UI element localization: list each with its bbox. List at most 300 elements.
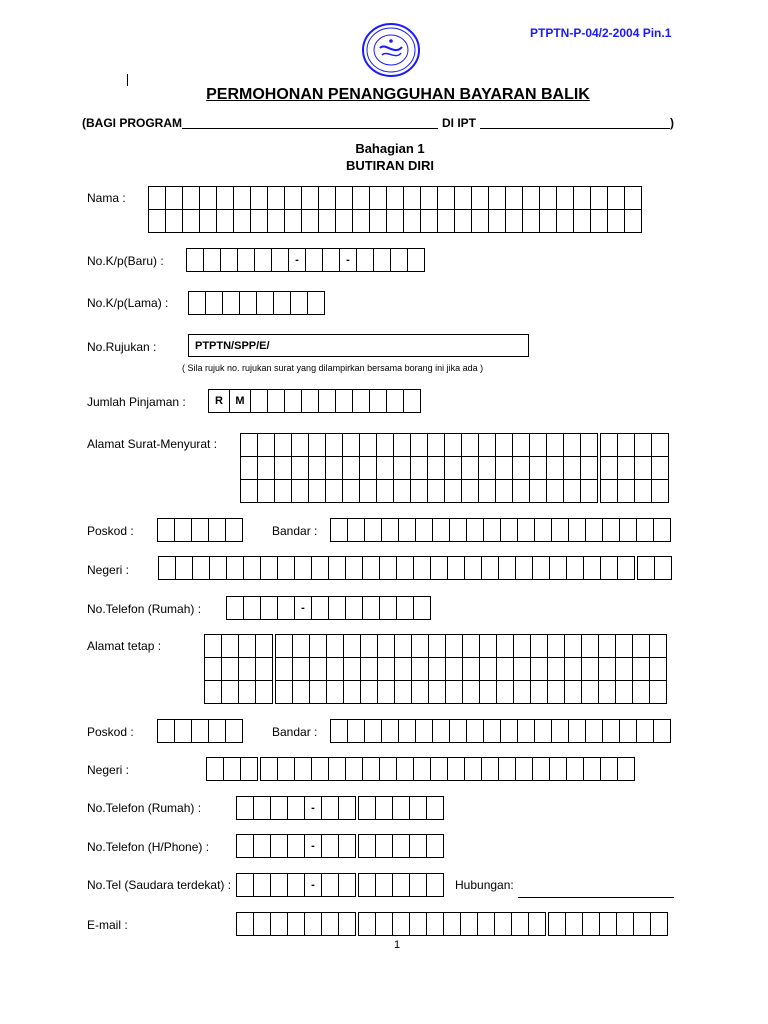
alamat-tetap-row-3-cell[interactable] bbox=[462, 680, 480, 704]
tel-hp-cells-cell[interactable] bbox=[392, 834, 410, 858]
nama-row-1-cell[interactable] bbox=[420, 186, 438, 210]
alamat-tetap-row-1-cell[interactable] bbox=[649, 634, 667, 658]
bandar-cells-1-cell[interactable] bbox=[415, 518, 433, 542]
alamat-tetap-row-2-cell[interactable] bbox=[547, 657, 565, 681]
alamat-tetap-row-1-cell[interactable] bbox=[394, 634, 412, 658]
alamat-tetap-row-2-cell[interactable] bbox=[496, 657, 514, 681]
tel-hp-cells-cell[interactable] bbox=[287, 834, 305, 858]
poskod-cells-2-cell[interactable] bbox=[208, 719, 226, 743]
alamat-surat-row-3-cell[interactable] bbox=[546, 479, 564, 503]
nama-row-2-cell[interactable] bbox=[267, 209, 285, 233]
bandar-cells-1-cell[interactable] bbox=[364, 518, 382, 542]
bandar-cells-1-cell[interactable] bbox=[330, 518, 348, 542]
alamat-tetap-row-1-cell[interactable] bbox=[632, 634, 650, 658]
alamat-surat-row-1[interactable] bbox=[240, 433, 668, 457]
ic-lama-cells-cell[interactable] bbox=[188, 291, 206, 315]
alamat-surat-row-2-cell[interactable] bbox=[478, 456, 496, 480]
tel-saudara-cells-cell[interactable] bbox=[358, 873, 376, 897]
alamat-surat-row-2-cell[interactable] bbox=[461, 456, 479, 480]
tel-saudara-cells-cell[interactable] bbox=[409, 873, 427, 897]
bandar-cells-1-cell[interactable] bbox=[449, 518, 467, 542]
negeri-cells-2-cell[interactable] bbox=[206, 757, 224, 781]
poskod-cells-1-cell[interactable] bbox=[174, 518, 192, 542]
alamat-tetap-row-3[interactable] bbox=[204, 680, 666, 704]
nama-row-1-cell[interactable] bbox=[352, 186, 370, 210]
alamat-surat-row-3[interactable] bbox=[240, 479, 668, 503]
alamat-tetap-row-3-cell[interactable] bbox=[496, 680, 514, 704]
tel-saudara-cells-cell[interactable] bbox=[426, 873, 444, 897]
ic-baru-cells[interactable] bbox=[186, 248, 424, 272]
tel-hp-cells-cell[interactable] bbox=[321, 834, 339, 858]
alamat-tetap-row-1-cell[interactable] bbox=[479, 634, 497, 658]
alamat-tetap-row-1-cell[interactable] bbox=[221, 634, 239, 658]
nama-row-1-cell[interactable] bbox=[335, 186, 353, 210]
bandar-cells-1-cell[interactable] bbox=[636, 518, 654, 542]
email-cells-cell[interactable] bbox=[321, 912, 339, 936]
nama-row-1-cell[interactable] bbox=[522, 186, 540, 210]
alamat-tetap-row-1-cell[interactable] bbox=[360, 634, 378, 658]
alamat-tetap-row-3-cell[interactable] bbox=[632, 680, 650, 704]
email-cells-cell[interactable] bbox=[358, 912, 376, 936]
ic-baru-cells-cell[interactable] bbox=[237, 248, 255, 272]
negeri-cells-1-cell[interactable] bbox=[277, 556, 295, 580]
tel-rumah-cells-2-cell[interactable] bbox=[426, 796, 444, 820]
alamat-tetap-row-1-cell[interactable] bbox=[292, 634, 310, 658]
ic-baru-cells-cell[interactable]: - bbox=[339, 248, 357, 272]
poskod-cells-2-cell[interactable] bbox=[157, 719, 175, 743]
alamat-tetap-row-3-cell[interactable] bbox=[479, 680, 497, 704]
negeri-cells-2[interactable] bbox=[206, 757, 634, 781]
poskod-cells-2-cell[interactable] bbox=[225, 719, 243, 743]
ic-lama-cells-cell[interactable] bbox=[307, 291, 325, 315]
alamat-tetap-row-2-cell[interactable] bbox=[326, 657, 344, 681]
alamat-tetap-row-2-cell[interactable] bbox=[462, 657, 480, 681]
nama-row-2-cell[interactable] bbox=[199, 209, 217, 233]
alamat-surat-row-1-cell[interactable] bbox=[600, 433, 618, 457]
negeri-cells-2-cell[interactable] bbox=[600, 757, 618, 781]
negeri-cells-2-cell[interactable] bbox=[311, 757, 329, 781]
nama-row-1-cell[interactable] bbox=[165, 186, 183, 210]
email-cells-cell[interactable] bbox=[443, 912, 461, 936]
alamat-surat-row-1-cell[interactable] bbox=[291, 433, 309, 457]
tel-saudara-cells[interactable] bbox=[236, 873, 443, 897]
alamat-surat-row-3-cell[interactable] bbox=[529, 479, 547, 503]
nama-row-2-cell[interactable] bbox=[352, 209, 370, 233]
jumlah-cells-cell[interactable] bbox=[369, 389, 387, 413]
bandar-cells-2-cell[interactable] bbox=[653, 719, 671, 743]
negeri-cells-2-cell[interactable] bbox=[240, 757, 258, 781]
alamat-surat-row-2-cell[interactable] bbox=[580, 456, 598, 480]
alamat-tetap-row-3-cell[interactable] bbox=[513, 680, 531, 704]
alamat-tetap-row-3-cell[interactable] bbox=[411, 680, 429, 704]
nama-row-2-cell[interactable] bbox=[505, 209, 523, 233]
nama-row-1-cell[interactable] bbox=[539, 186, 557, 210]
email-cells-cell[interactable] bbox=[616, 912, 634, 936]
negeri-cells-2-cell[interactable] bbox=[362, 757, 380, 781]
nama-row-2-cell[interactable] bbox=[471, 209, 489, 233]
ic-baru-cells-cell[interactable] bbox=[322, 248, 340, 272]
alamat-tetap-row-2-cell[interactable] bbox=[649, 657, 667, 681]
poskod-cells-1-cell[interactable] bbox=[157, 518, 175, 542]
ic-baru-cells-cell[interactable] bbox=[373, 248, 391, 272]
tel-rumah-cells-1-cell[interactable] bbox=[413, 596, 431, 620]
ic-lama-cells-cell[interactable] bbox=[205, 291, 223, 315]
alamat-surat-row-2-cell[interactable] bbox=[240, 456, 258, 480]
negeri-cells-2-cell[interactable] bbox=[549, 757, 567, 781]
alamat-surat-row-3-cell[interactable] bbox=[478, 479, 496, 503]
tel-rumah-cells-2-cell[interactable] bbox=[287, 796, 305, 820]
poskod-cells-2-cell[interactable] bbox=[174, 719, 192, 743]
alamat-tetap-row-3-cell[interactable] bbox=[564, 680, 582, 704]
alamat-surat-row-3-cell[interactable] bbox=[495, 479, 513, 503]
alamat-surat-row-1-cell[interactable] bbox=[393, 433, 411, 457]
alamat-surat-row-2-cell[interactable] bbox=[651, 456, 669, 480]
alamat-surat-row-2-cell[interactable] bbox=[359, 456, 377, 480]
alamat-surat-row-2-cell[interactable] bbox=[546, 456, 564, 480]
email-cells-cell[interactable] bbox=[548, 912, 566, 936]
alamat-tetap-row-3-cell[interactable] bbox=[581, 680, 599, 704]
alamat-tetap-row-3-cell[interactable] bbox=[649, 680, 667, 704]
negeri-cells-1-cell[interactable] bbox=[430, 556, 448, 580]
negeri-cells-1-cell[interactable] bbox=[175, 556, 193, 580]
nama-row-2-cell[interactable] bbox=[165, 209, 183, 233]
alamat-tetap-row-1-cell[interactable] bbox=[238, 634, 256, 658]
nama-row-2-cell[interactable] bbox=[284, 209, 302, 233]
negeri-cells-1-cell[interactable] bbox=[447, 556, 465, 580]
bandar-cells-2-cell[interactable] bbox=[483, 719, 501, 743]
negeri-cells-2-cell[interactable] bbox=[498, 757, 516, 781]
alamat-surat-row-3-cell[interactable] bbox=[444, 479, 462, 503]
nama-row-2-cell[interactable] bbox=[216, 209, 234, 233]
alamat-tetap-row-2-cell[interactable] bbox=[292, 657, 310, 681]
negeri-cells-2-cell[interactable] bbox=[379, 757, 397, 781]
poskod-cells-2[interactable] bbox=[157, 719, 242, 743]
email-cells-cell[interactable] bbox=[582, 912, 600, 936]
email-cells[interactable] bbox=[236, 912, 667, 936]
alamat-tetap-row-3-cell[interactable] bbox=[360, 680, 378, 704]
alamat-tetap-row-2-cell[interactable] bbox=[615, 657, 633, 681]
ic-lama-cells-cell[interactable] bbox=[256, 291, 274, 315]
negeri-cells-2-cell[interactable] bbox=[515, 757, 533, 781]
alamat-tetap-row-3-cell[interactable] bbox=[238, 680, 256, 704]
bandar-cells-2-cell[interactable] bbox=[602, 719, 620, 743]
tel-rumah-cells-2-cell[interactable] bbox=[253, 796, 271, 820]
email-cells-cell[interactable] bbox=[460, 912, 478, 936]
ic-baru-cells-cell[interactable] bbox=[390, 248, 408, 272]
alamat-tetap-row-1-cell[interactable] bbox=[598, 634, 616, 658]
bandar-cells-2-cell[interactable] bbox=[432, 719, 450, 743]
bandar-cells-1-cell[interactable] bbox=[500, 518, 518, 542]
alamat-surat-row-2-cell[interactable] bbox=[529, 456, 547, 480]
jumlah-cells-cell[interactable] bbox=[267, 389, 285, 413]
nama-row-2-cell[interactable] bbox=[488, 209, 506, 233]
alamat-surat-row-2-cell[interactable] bbox=[634, 456, 652, 480]
tel-saudara-cells-cell[interactable] bbox=[321, 873, 339, 897]
alamat-tetap-row-2-cell[interactable] bbox=[238, 657, 256, 681]
alamat-tetap-row-1-cell[interactable] bbox=[275, 634, 293, 658]
alamat-tetap-row-2-cell[interactable] bbox=[255, 657, 273, 681]
ic-baru-cells-cell[interactable] bbox=[407, 248, 425, 272]
alamat-tetap-row-1-cell[interactable] bbox=[377, 634, 395, 658]
alamat-tetap-row-3-cell[interactable] bbox=[394, 680, 412, 704]
negeri-cells-1-cell[interactable] bbox=[413, 556, 431, 580]
nama-row-2-cell[interactable] bbox=[403, 209, 421, 233]
poskod-cells-1[interactable] bbox=[157, 518, 242, 542]
alamat-tetap-row-3-cell[interactable] bbox=[377, 680, 395, 704]
alamat-surat-row-2-cell[interactable] bbox=[393, 456, 411, 480]
alamat-tetap-row-1-cell[interactable] bbox=[513, 634, 531, 658]
nama-row-1-cell[interactable] bbox=[318, 186, 336, 210]
tel-rumah-cells-2-cell[interactable] bbox=[321, 796, 339, 820]
alamat-tetap-row-1-cell[interactable] bbox=[462, 634, 480, 658]
alamat-tetap-row-3-cell[interactable] bbox=[428, 680, 446, 704]
negeri-cells-1-cell[interactable] bbox=[345, 556, 363, 580]
alamat-tetap-row-1-cell[interactable] bbox=[445, 634, 463, 658]
bandar-cells-1-cell[interactable] bbox=[381, 518, 399, 542]
email-cells-cell[interactable] bbox=[494, 912, 512, 936]
tel-hp-cells-cell[interactable] bbox=[236, 834, 254, 858]
bandar-cells-1-cell[interactable] bbox=[398, 518, 416, 542]
email-cells-cell[interactable] bbox=[304, 912, 322, 936]
negeri-cells-1-cell[interactable] bbox=[600, 556, 618, 580]
email-cells-cell[interactable] bbox=[599, 912, 617, 936]
bandar-cells-2-cell[interactable] bbox=[551, 719, 569, 743]
ic-baru-cells-cell[interactable] bbox=[254, 248, 272, 272]
nama-row-1-cell[interactable] bbox=[267, 186, 285, 210]
alamat-tetap-row-2-cell[interactable] bbox=[394, 657, 412, 681]
alamat-surat-row-1-cell[interactable] bbox=[651, 433, 669, 457]
alamat-tetap-row-1-cell[interactable] bbox=[343, 634, 361, 658]
alamat-surat-row-1-cell[interactable] bbox=[257, 433, 275, 457]
negeri-cells-1-cell[interactable] bbox=[209, 556, 227, 580]
bandar-cells-1-cell[interactable] bbox=[619, 518, 637, 542]
poskod-cells-2-cell[interactable] bbox=[191, 719, 209, 743]
nama-row-1-cell[interactable] bbox=[284, 186, 302, 210]
alamat-surat-row-1-cell[interactable] bbox=[495, 433, 513, 457]
ic-baru-cells-cell[interactable] bbox=[203, 248, 221, 272]
alamat-surat-row-3-cell[interactable] bbox=[580, 479, 598, 503]
bandar-cells-2-cell[interactable] bbox=[500, 719, 518, 743]
alamat-surat-row-3-cell[interactable] bbox=[291, 479, 309, 503]
email-cells-cell[interactable] bbox=[511, 912, 529, 936]
alamat-surat-row-2[interactable] bbox=[240, 456, 668, 480]
alamat-tetap-row-2-cell[interactable] bbox=[479, 657, 497, 681]
bandar-cells-2-cell[interactable] bbox=[364, 719, 382, 743]
nama-row-2-cell[interactable] bbox=[148, 209, 166, 233]
nama-row-1-cell[interactable] bbox=[624, 186, 642, 210]
tel-hp-cells-cell[interactable] bbox=[338, 834, 356, 858]
alamat-tetap-row-1-cell[interactable] bbox=[496, 634, 514, 658]
email-cells-cell[interactable] bbox=[426, 912, 444, 936]
bandar-cells-2-cell[interactable] bbox=[568, 719, 586, 743]
ic-baru-cells-cell[interactable] bbox=[356, 248, 374, 272]
bandar-cells-2-cell[interactable] bbox=[381, 719, 399, 743]
alamat-surat-row-1-cell[interactable] bbox=[563, 433, 581, 457]
negeri-cells-1-cell[interactable] bbox=[226, 556, 244, 580]
tel-rumah-cells-2-cell[interactable] bbox=[358, 796, 376, 820]
poskod-cells-1-cell[interactable] bbox=[225, 518, 243, 542]
jumlah-cells-cell[interactable] bbox=[301, 389, 319, 413]
alamat-surat-row-1-cell[interactable] bbox=[342, 433, 360, 457]
bandar-cells-2-cell[interactable] bbox=[585, 719, 603, 743]
bandar-cells-2-cell[interactable] bbox=[636, 719, 654, 743]
nama-row-2-cell[interactable] bbox=[573, 209, 591, 233]
negeri-cells-1-cell[interactable] bbox=[637, 556, 655, 580]
tel-rumah-cells-1-cell[interactable] bbox=[362, 596, 380, 620]
alamat-surat-row-2-cell[interactable] bbox=[444, 456, 462, 480]
alamat-tetap-row-2[interactable] bbox=[204, 657, 666, 681]
alamat-surat-row-3-cell[interactable] bbox=[376, 479, 394, 503]
alamat-surat-row-1-cell[interactable] bbox=[376, 433, 394, 457]
negeri-cells-1-cell[interactable] bbox=[328, 556, 346, 580]
alamat-tetap-row-3-cell[interactable] bbox=[292, 680, 310, 704]
negeri-cells-2-cell[interactable] bbox=[328, 757, 346, 781]
alamat-surat-row-2-cell[interactable] bbox=[274, 456, 292, 480]
ic-lama-cells-cell[interactable] bbox=[222, 291, 240, 315]
alamat-tetap-row-2-cell[interactable] bbox=[309, 657, 327, 681]
alamat-surat-row-2-cell[interactable] bbox=[512, 456, 530, 480]
nama-row-1-cell[interactable] bbox=[505, 186, 523, 210]
tel-rumah-cells-1-cell[interactable]: - bbox=[294, 596, 312, 620]
nama-row-2-cell[interactable] bbox=[454, 209, 472, 233]
alamat-tetap-row-2-cell[interactable] bbox=[581, 657, 599, 681]
alamat-tetap-row-3-cell[interactable] bbox=[530, 680, 548, 704]
alamat-surat-row-3-cell[interactable] bbox=[325, 479, 343, 503]
negeri-cells-2-cell[interactable] bbox=[260, 757, 278, 781]
alamat-tetap-row-1-cell[interactable] bbox=[309, 634, 327, 658]
negeri-cells-2-cell[interactable] bbox=[396, 757, 414, 781]
bandar-cells-1-cell[interactable] bbox=[517, 518, 535, 542]
jumlah-cells-cell[interactable] bbox=[284, 389, 302, 413]
poskod-cells-1-cell[interactable] bbox=[208, 518, 226, 542]
alamat-tetap-row-1-cell[interactable] bbox=[428, 634, 446, 658]
alamat-surat-row-2-cell[interactable] bbox=[563, 456, 581, 480]
alamat-tetap-row-2-cell[interactable] bbox=[377, 657, 395, 681]
hubungan-line[interactable] bbox=[518, 883, 674, 898]
alamat-surat-row-3-cell[interactable] bbox=[651, 479, 669, 503]
negeri-cells-1-cell[interactable] bbox=[481, 556, 499, 580]
alamat-surat-row-1-cell[interactable] bbox=[308, 433, 326, 457]
email-cells-cell[interactable] bbox=[650, 912, 668, 936]
tel-saudara-cells-cell[interactable] bbox=[270, 873, 288, 897]
alamat-surat-row-2-cell[interactable] bbox=[427, 456, 445, 480]
tel-rumah-cells-1-cell[interactable] bbox=[260, 596, 278, 620]
alamat-tetap-row-2-cell[interactable] bbox=[445, 657, 463, 681]
alamat-tetap-row-3-cell[interactable] bbox=[547, 680, 565, 704]
alamat-surat-row-1-cell[interactable] bbox=[359, 433, 377, 457]
alamat-surat-row-1-cell[interactable] bbox=[617, 433, 635, 457]
bandar-cells-1-cell[interactable] bbox=[653, 518, 671, 542]
negeri-cells-2-cell[interactable] bbox=[294, 757, 312, 781]
negeri-cells-2-cell[interactable] bbox=[223, 757, 241, 781]
negeri-cells-1-cell[interactable] bbox=[654, 556, 672, 580]
bandar-cells-2-cell[interactable] bbox=[398, 719, 416, 743]
nama-row-2-cell[interactable] bbox=[437, 209, 455, 233]
negeri-cells-1-cell[interactable] bbox=[192, 556, 210, 580]
alamat-tetap-row-3-cell[interactable] bbox=[221, 680, 239, 704]
negeri-cells-2-cell[interactable] bbox=[566, 757, 584, 781]
tel-rumah-cells-2-cell[interactable] bbox=[236, 796, 254, 820]
alamat-tetap-row-3-cell[interactable] bbox=[204, 680, 222, 704]
jumlah-cells-cell[interactable] bbox=[352, 389, 370, 413]
alamat-surat-row-2-cell[interactable] bbox=[291, 456, 309, 480]
alamat-surat-row-3-cell[interactable] bbox=[240, 479, 258, 503]
rujukan-input[interactable] bbox=[188, 334, 529, 357]
alamat-surat-row-1-cell[interactable] bbox=[427, 433, 445, 457]
alamat-surat-row-2-cell[interactable] bbox=[325, 456, 343, 480]
jumlah-cells-cell[interactable]: M bbox=[229, 389, 251, 413]
tel-rumah-cells-1-cell[interactable] bbox=[328, 596, 346, 620]
bandar-cells-2-cell[interactable] bbox=[466, 719, 484, 743]
negeri-cells-1-cell[interactable] bbox=[379, 556, 397, 580]
alamat-tetap-row-3-cell[interactable] bbox=[255, 680, 273, 704]
tel-hp-cells-cell[interactable] bbox=[375, 834, 393, 858]
alamat-tetap-row-3-cell[interactable] bbox=[445, 680, 463, 704]
tel-rumah-cells-2-cell[interactable] bbox=[392, 796, 410, 820]
bandar-cells-1-cell[interactable] bbox=[551, 518, 569, 542]
alamat-tetap-row-2-cell[interactable] bbox=[598, 657, 616, 681]
email-cells-cell[interactable] bbox=[236, 912, 254, 936]
email-cells-cell[interactable] bbox=[338, 912, 356, 936]
negeri-cells-1-cell[interactable] bbox=[158, 556, 176, 580]
alamat-surat-row-3-cell[interactable] bbox=[359, 479, 377, 503]
alamat-surat-row-3-cell[interactable] bbox=[617, 479, 635, 503]
nama-row-1-cell[interactable] bbox=[471, 186, 489, 210]
alamat-tetap-row-3-cell[interactable] bbox=[326, 680, 344, 704]
negeri-cells-1-cell[interactable] bbox=[243, 556, 261, 580]
tel-saudara-cells-cell[interactable] bbox=[375, 873, 393, 897]
alamat-surat-row-3-cell[interactable] bbox=[342, 479, 360, 503]
nama-row-2[interactable] bbox=[148, 209, 641, 233]
alamat-surat-row-3-cell[interactable] bbox=[393, 479, 411, 503]
nama-row-1-cell[interactable] bbox=[454, 186, 472, 210]
email-cells-cell[interactable] bbox=[253, 912, 271, 936]
nama-row-1-cell[interactable] bbox=[556, 186, 574, 210]
tel-saudara-cells-cell[interactable] bbox=[338, 873, 356, 897]
tel-hp-cells-cell[interactable] bbox=[358, 834, 376, 858]
alamat-surat-row-3-cell[interactable] bbox=[410, 479, 428, 503]
nama-row-2-cell[interactable] bbox=[556, 209, 574, 233]
alamat-tetap-row-2-cell[interactable] bbox=[204, 657, 222, 681]
alamat-tetap-row-1-cell[interactable] bbox=[411, 634, 429, 658]
alamat-tetap-row-1-cell[interactable] bbox=[615, 634, 633, 658]
alamat-surat-row-2-cell[interactable] bbox=[617, 456, 635, 480]
alamat-tetap-row-2-cell[interactable] bbox=[530, 657, 548, 681]
tel-rumah-cells-1[interactable] bbox=[226, 596, 430, 620]
negeri-cells-1-cell[interactable] bbox=[617, 556, 635, 580]
negeri-cells-2-cell[interactable] bbox=[464, 757, 482, 781]
alamat-tetap-row-1-cell[interactable] bbox=[530, 634, 548, 658]
nama-row-1-cell[interactable] bbox=[148, 186, 166, 210]
nama-row-1-cell[interactable] bbox=[607, 186, 625, 210]
nama-row-1-cell[interactable] bbox=[369, 186, 387, 210]
alamat-surat-row-3-cell[interactable] bbox=[600, 479, 618, 503]
nama-row-2-cell[interactable] bbox=[420, 209, 438, 233]
tel-rumah-cells-1-cell[interactable] bbox=[243, 596, 261, 620]
tel-rumah-cells-2-cell[interactable] bbox=[270, 796, 288, 820]
negeri-cells-2-cell[interactable] bbox=[583, 757, 601, 781]
nama-row-1-cell[interactable] bbox=[403, 186, 421, 210]
bandar-cells-2-cell[interactable] bbox=[347, 719, 365, 743]
alamat-surat-row-3-cell[interactable] bbox=[461, 479, 479, 503]
alamat-surat-row-1-cell[interactable] bbox=[444, 433, 462, 457]
alamat-surat-row-3-cell[interactable] bbox=[274, 479, 292, 503]
jumlah-cells-cell[interactable]: R bbox=[208, 389, 230, 413]
nama-row-2-cell[interactable] bbox=[335, 209, 353, 233]
bandar-cells-2-cell[interactable] bbox=[534, 719, 552, 743]
ic-lama-cells[interactable] bbox=[188, 291, 324, 315]
alamat-tetap-row-3-cell[interactable] bbox=[598, 680, 616, 704]
